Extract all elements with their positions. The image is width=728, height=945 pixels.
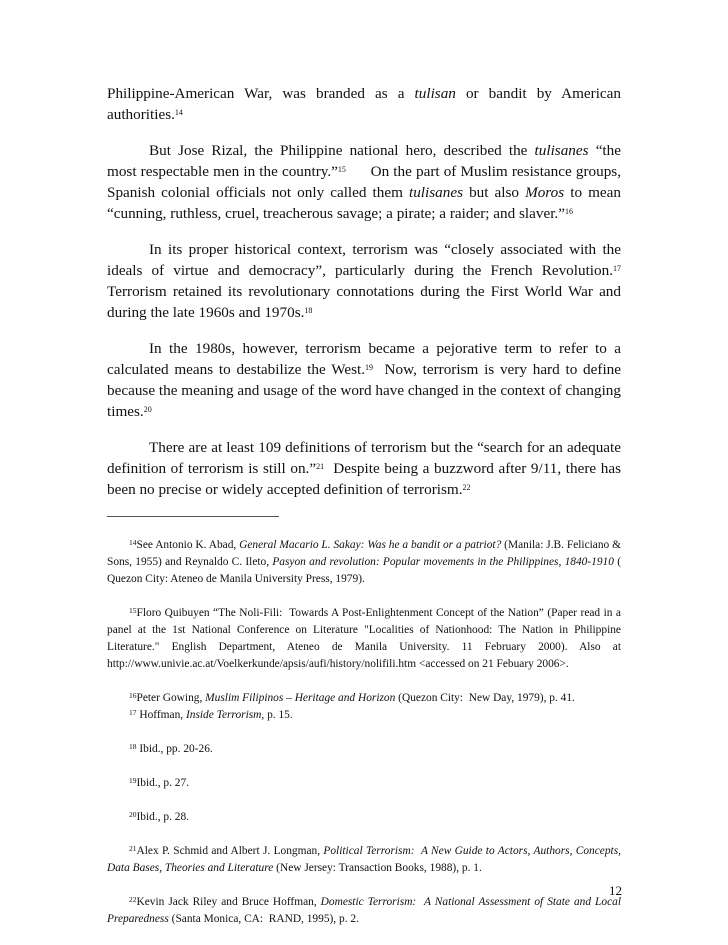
body-paragraph-1: Philippine-American War, was branded as a tulisan or bandit by American authorities.$^{14}$ — [107, 85, 621, 123]
footnote-reference[interactable]: 20 — [143, 405, 152, 414]
body-paragraph-2: But Jose Rizal, the Philippine national hero, described the tulisanes “the most respectable men in the country.”$^{15}$ On the part of Muslim resistance groups, Spanish colonial officials not only called them tulisanes but also Moros to mean “cunning, ruthless, cruel, treacherous savage; a pirate; a raider; and slaver.”$^{16}$ — [107, 142, 622, 222]
footnote-21: $^{21}$Alex P. Schmid and Albert J. Longman, Political Terrorism: A New Guide to Actors, Authors, Concepts, Data Bases, Theories and Literature (New Jersey: Transaction Books, 1988), p. 1. — [107, 844, 622, 874]
document-page — [107, 83, 621, 945]
footnote-reference[interactable]: 16 — [564, 207, 573, 216]
body-paragraph-5: There are at least 109 definitions of terrorism but the “search for an adequate definition of terrorism is still on.”$^{21}$ Despite being a buzzword after 9/11, there has been no precise or widely accepted definition of terrorism.$^{22}$ — [107, 439, 621, 498]
footnote-20: $^{20}$Ibid., p. 28. — [129, 810, 190, 823]
footnote-reference[interactable]: 18 — [304, 306, 313, 315]
footnote-number: 19 — [129, 776, 137, 785]
footnote-22: $^{22}$Kevin Jack Riley and Bruce Hoffman, Domestic Terrorism: A National Assessment of State and Local Preparedness (Santa Monica, CA: RAND, 1995), p. 2. — [107, 895, 621, 925]
footnote-reference[interactable]: 14 — [174, 108, 183, 117]
footnote-15: $^{15}$Floro Quibuyen “The Noli-Fili: Towards A Post-Enlightenment Concept of the Nation” (Paper read in a panel at the 1st National Conference on Literature "Localities of Nationhood: The Nation in Philippine Literature." English Department, Ateneo de Manila University. 11 February 2000). Also at http://www.univie.ac.at/Voelkerkunde/apsis/aufi/history/nolifili.htm <accessed on 21 Febuary 2006>. — [107, 606, 621, 670]
footnote-18: $^{18}$ Ibid., pp. 20-26. — [129, 742, 213, 755]
footnote-reference[interactable]: 22 — [462, 483, 471, 492]
footnote-number: 14 — [129, 538, 137, 547]
footnote-number: 18 — [129, 742, 137, 751]
footnote-number: 22 — [129, 895, 137, 904]
footnote-number: 20 — [129, 810, 137, 819]
footnote-number: 17 — [129, 708, 137, 717]
footnote-number: 15 — [129, 606, 137, 615]
footnote-number: 16 — [129, 691, 137, 700]
footnote-number: 21 — [129, 844, 137, 853]
body-paragraph-3: In its proper historical context, terrorism was “closely associated with the ideals of virtue and democracy”, particularly during the French Revolution.$^{17}$ Terrorism retained its revolutionary connotations during the First World War and during the late 1960s and 1970s.$^{18}$ — [107, 241, 621, 321]
footnote-19: $^{19}$Ibid., p. 27. — [129, 776, 190, 789]
page-number: 12 — [609, 883, 622, 898]
footnote-reference[interactable]: 19 — [365, 363, 373, 372]
footnote-reference[interactable]: 15 — [337, 165, 346, 174]
footnote-reference[interactable]: 17 — [613, 264, 621, 273]
footnote-reference[interactable]: 21 — [316, 462, 325, 471]
footnote-17: $^{17}$ Hoffman, Inside Terrorism, p. 15. — [129, 708, 293, 721]
footnote-16: $^{16}$Peter Gowing, Muslim Filipinos – Heritage and Horizon (Quezon City: New Day, 1979), p. 41. — [129, 691, 575, 704]
footnote-14: $^{14}$See Antonio K. Abad, General Macario L. Sakay: Was he a bandit or a patriot? (Manila: J.B. Feliciano & Sons, 1955) and Reynaldo C. Ileto, Pasyon and revolution: Popular movements in the Philippines, 1840-1910 ( Quezon City: Ateneo de Manila University Press, 1979). — [107, 538, 621, 585]
footnote-separator — [107, 516, 279, 517]
body-paragraph-4: In the 1980s, however, terrorism became a pejorative term to refer to a calculated means to destabilize the West.$^{19}$ Now, terrorism is very hard to define because the meaning and usage of the word have changed in the context of changing times.$^{20}$ — [107, 340, 621, 420]
